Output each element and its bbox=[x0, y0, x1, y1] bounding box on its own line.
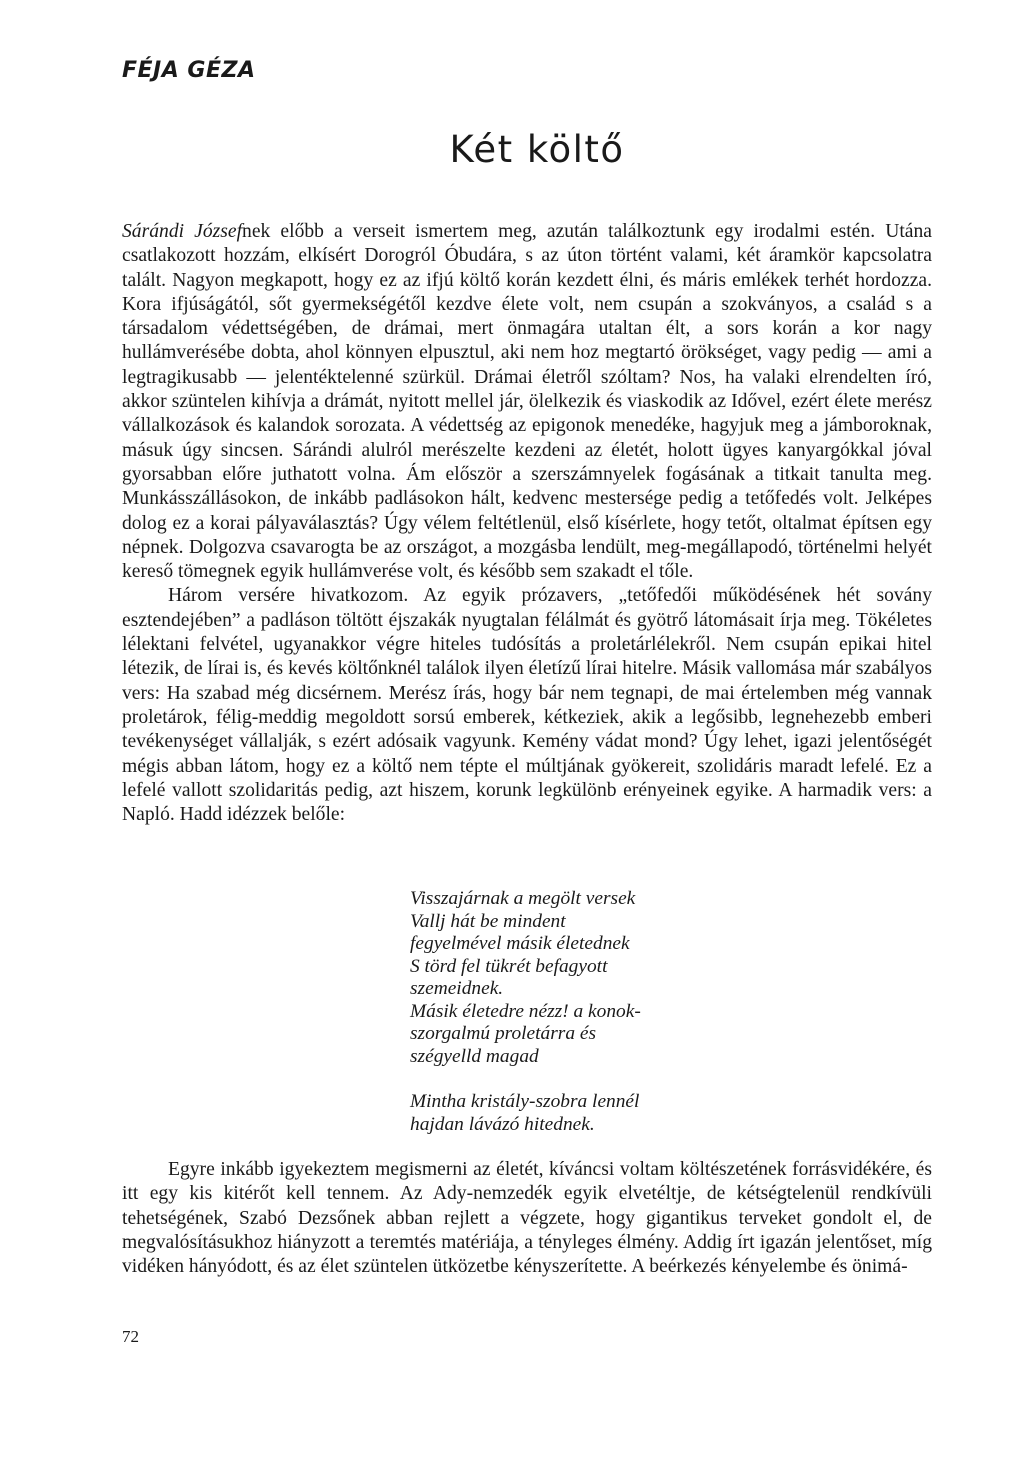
paragraph-2: Három versére hivatkozom. Az egyik prózavers, „tetőfedői működésének hét sovány esztendejében” a padláson töltött éjszakák nyugtalan félálmát és gyötrő látomásait írja meg. Tökéletes lélektani felvétel, ugyanakkor végre hiteles tudósítás a proletárlélekről. Nem csupán epikai hitel létezik, de lírai is, és kevés költőnknél találok ilyen életízű lírai hitelre. Másik vallomása már szabályos vers: Ha szabad még dicsérnem. Merész írás, hogy bár nem tegnapi, de mai értelemben még vannak proletárok, félig-meddig megoldott sorsú emberek, kétkeziek, akik a legősibb, legnehezebb emberi tevékenységet vállalják, s ezért adósaik vagyunk. Kemény vádat mond? Úgy lehet, igazi jelentőségét mégis abban látom, hogy ez a költő nem tépte el múltjának gyökereit, szolidáris maradt lefelé. Ez a lefelé vallott szolidaritás pedig, azt hiszem, korunk legkülönb erényeinek egyike. A harmadik vers: a Napló. Hadd idézzek belőle: bbox=[122, 585, 932, 826]
article-body bbox=[122, 220, 932, 827]
poem-line: hajdan lávázó hitednek. bbox=[410, 1113, 595, 1135]
page-number: 72 bbox=[122, 1327, 139, 1346]
poem-quote bbox=[410, 888, 790, 1136]
paragraph-1-text: nek előbb a verseit ismertem meg, azután találkoztunk egy irodalmi estén. Utána csatlakozott hozzám, elkísért Dorogról Óbudára, s az úton történt valami, két áramkör kapcsolatra talált. Nagyon megkapott, hogy ez az ifjú költő korán kezdett élni, és máris emlékek terhét hordozza. Kora ifjúságától, sőt gyermekségétől kezdve élete volt, nem csupán a szokványos, a család s a társadalom védettségében, de drámai, mert önmagára utaltan élt, a sors korán a kor nagy hullámverésébe dobta, ahol könnyen elpusztul, aki nem hoz megtartó örökséget, vagy pedig — ami a legtragikusabb — jelentéktelenné szürkül. Drámai életről szóltam? Nos, ha valaki elrendelten író, akkor szüntelen kihívja a drámát, nyitott mellel jár, ölelkezik és viaskodik az Idővel, ezért élete merész vállalkozások és kalandok sorozata. A védettség az epigonok menedéke, hagyjuk meg a jámboroknak, másuk úgy sincsen. Sárándi alulról merészelte kezdeni az életét, holott ügyes kanyargókkal jóval gyorsabban előre juthatott volna. Ám először a szerszámnyelek fogásának a titkait tanulta meg. Munkásszállásokon, de inkább padlásokon hált, kedvenc mestersége pedig a tetőfedés volt. Jelképes dolog ez a korai pályaválasztás? Úgy vélem feltétlenül, első kísérlete, hogy tetőt, oltalmat építsen egy népnek. Dolgozva csavarogta be az országot, a mozgásba lendült, meg-megállapodó, történelmi helyét kereső tömegnek egyik hullámverése volt, és később sem szakadt el tőle. bbox=[122, 221, 932, 583]
article-body-continued bbox=[122, 1158, 932, 1279]
poem-line: Vallj hát be mindent bbox=[410, 910, 566, 932]
paragraph-1 bbox=[122, 220, 932, 584]
poem-stanza-2 bbox=[410, 1091, 790, 1136]
poem-line: fegyelmével másik életednek bbox=[410, 933, 630, 954]
poem-stanza-1 bbox=[410, 888, 790, 1068]
poem-line: Visszajárnak a megölt versek bbox=[410, 888, 636, 909]
poem-line: S törd fel tükrét befagyott bbox=[410, 955, 608, 977]
article-title: Két költő bbox=[449, 128, 625, 171]
author-name: FÉJA GÉZA bbox=[122, 58, 256, 83]
paragraph-3: Egyre inkább igyekeztem megismerni az életét, kíváncsi voltam költészetének forrásvidékére, és itt egy kis kitérőt kell tennem. Az Ady-nemzedék egyik elvetéltje, de kétségtelenül rendkívüli tehetségének, Szabó Dezsőnek abban rejlett a végzete, hogy gigantikus terveket gondolt el, de megvalósításukhoz hiányzott a teremtés matériája, a tényleges élmény. Addig írt igazán jelentőset, míg vidéken hányódott, és az élet szüntelen ütközetbe kényszerítette. A beérkezés kényelembe és önimá- bbox=[122, 1159, 932, 1278]
poem-line: szemeidnek. bbox=[410, 978, 504, 999]
poem-line: szégyelld magad bbox=[410, 1045, 539, 1067]
poem-line: Mintha kristály-szobra lennél bbox=[410, 1091, 640, 1112]
poem-line: Másik életedre nézz! a konok- bbox=[410, 1000, 641, 1022]
poet-name: Sárándi József bbox=[122, 221, 243, 242]
poem-line: szorgalmú proletárra és bbox=[410, 1023, 597, 1044]
